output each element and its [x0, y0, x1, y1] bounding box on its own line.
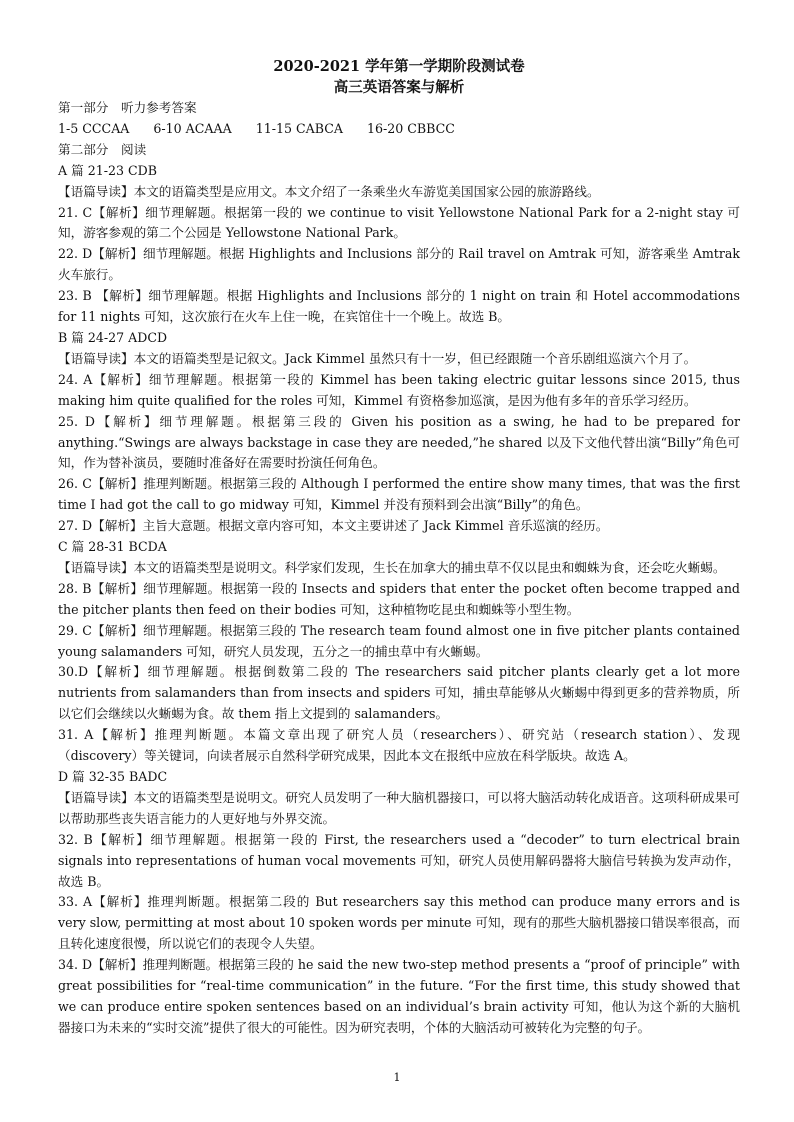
- section-d-heading: D 篇 32-35 BADC: [58, 769, 168, 784]
- page-number: 1: [393, 1071, 401, 1084]
- answer-27: 27. D【解析】主旨大意题。根据文章内容可知，本文主要讲述了 Jack Kimmel 音乐巡演的经历。: [58, 518, 609, 534]
- document-title: 2020-2021 学年第一学期阶段测试卷: [273, 58, 525, 75]
- section-b-guide: 【语篇导读】本文的语篇类型是记叙文。Jack Kimmel 虽然只有十一岁，但已经跟随一个音乐剧组巡演六个月了。: [58, 350, 697, 366]
- answer-key-page: [58, 56, 740, 1039]
- section-a-heading: A 篇 21-23 CDB: [58, 162, 157, 178]
- document-subtitle: 高三英语答案与解析: [333, 79, 465, 96]
- part1-heading: 第一部分 听力参考答案: [58, 100, 197, 115]
- answer-26: 26. C【解析】推理判断题。根据第三段的 Although I performed the entire show many times, that was the first time I had got the call to go midway 可知，Kimmel 并没有预料到会出演“Billy”的角色。: [58, 476, 740, 513]
- section-b-heading: B 篇 24-27 ADCD: [58, 329, 168, 345]
- listening-answer-group: 16-20 CBBCC: [366, 120, 455, 136]
- answer-23: 23. B 【解析】细节理解题。根据 Highlights and Inclusions 部分的 1 night on train 和 Hotel accommodations for 11 nights 可知，这次旅行在火车上住一晚，在宾馆住十一个晚上。故选 B。: [58, 288, 740, 325]
- answer-33: 33. A【解析】推理判断题。根据第二段的 But researchers say this method can produce many errors and is very slow, permitting at most about 10 spoken words per minute 可知，现有的那些大脑机器接口错误率很高，而且转化速度很慢，所以说它们的表现令人失望。: [58, 894, 740, 952]
- listening-answer-group: 6-10 ACAAA: [153, 120, 232, 136]
- part2-heading: 第二部分 阅读: [58, 141, 147, 157]
- answer-24: 24. A【解析】细节理解题。根据第一段的 Kimmel has been taking electric guitar lessons since 2015, thus making him quite qualified for the roles 可知，Kimmel 有资格参加巡演，是因为他有多年的音乐学习经历。: [58, 371, 740, 408]
- answer-21: 21. C【解析】细节理解题。根据第一段的 we continue to visit Yellowstone National Park for a 2-night stay 可知，游客参观的第二个公园是 Yellowstone National Park。: [58, 204, 740, 241]
- section-c-heading: C 篇 28-31 BCDA: [58, 539, 167, 555]
- section-c-guide: 【语篇导读】本文的语篇类型是说明文。科学家们发现，生长在加拿大的捕虫草不仅以昆虫和蜘蛛为食，还会吃火蜥蜴。: [58, 559, 726, 575]
- answer-31: 31. A【解析】推理判断题。本篇文章出现了研究人员（researchers）、研究站（research station）、发现（discovery）等关键词，向读者展示自然科学研究成果，因此本文在报纸中应放在科学版块。故选 A。: [58, 727, 740, 764]
- listening-answer-group: 1-5 CCCAA: [58, 120, 130, 136]
- answer-29: 29. C【解析】细节理解题。根据第三段的 The research team found almost one in five pitcher plants contained young salamanders 可知，研究人员发现，五分之一的捕虫草中有火蜥蜴。: [58, 622, 740, 659]
- answer-30: 30.D【解析】细节理解题。根据倒数第二段的 The researchers said pitcher plants clearly get a lot more nutrients from salamanders than from insects and spiders 可知，捕虫草能够从火蜥蜴中得到更多的营养物质，所以它们会继续以火蜥蜴为食。故 them 指上文提到的 salamanders。: [58, 664, 740, 722]
- answer-22: 22. D【解析】细节理解题。根据 Highlights and Inclusions 部分的 Rail travel on Amtrak 可知，游客乘坐 Amtrak 火车旅行。: [58, 246, 740, 283]
- answer-34: 34. D【解析】推理判断题。根据第三段的 he said the new two-step method presents a “proof of principle” with great possibilities for “real-time communication” in the future. “For the first time, this study showed that we can produce entire spoken sentences based on an individual’s brain activity 可知，他认为这个新的大脑机器接口为未来的“实时交流”提供了很大的可能性。因为研究表明，个体的大脑活动可被转化为完整的句子。: [58, 957, 740, 1035]
- answer-32: 32. B【解析】细节理解题。根据第一段的 First, the researchers used a “decoder” to turn electrical brain signals into representations of human vocal movements 可知，研究人员使用解码器将大脑信号转换为发声动作，故选 B。: [58, 831, 740, 889]
- section-d-guide: 【语篇导读】本文的语篇类型是说明文。研究人员发明了一种大脑机器接口，可以将大脑活动转化成语音。这项科研成果可以帮助那些丧失语言能力的人更好地与外界交流。: [58, 789, 740, 826]
- listening-answer-group: 11-15 CABCA: [255, 120, 343, 136]
- section-a-guide: 【语篇导读】本文的语篇类型是应用文。本文介绍了一条乘坐火车游览美国国家公园的旅游路线。: [58, 183, 600, 199]
- answer-25: 25. D【解析】细节理解题。根据第三段的 Given his position as a swing, he had to be prepared for anything.“Swings are always backstage in case they are needed,”he shared 以及下文他代替出演“Billy”角色可知，作为替补演员，要随时准备好在需要时扮演任何角色。: [58, 413, 740, 471]
- answer-28: 28. B【解析】细节理解题。根据第一段的 Insects and spiders that enter the pocket often become trapped and the pitcher plants then feed on their bodies 可知，这种植物吃昆虫和蜘蛛等小型生物。: [58, 580, 740, 617]
- listening-answers: [58, 119, 740, 140]
